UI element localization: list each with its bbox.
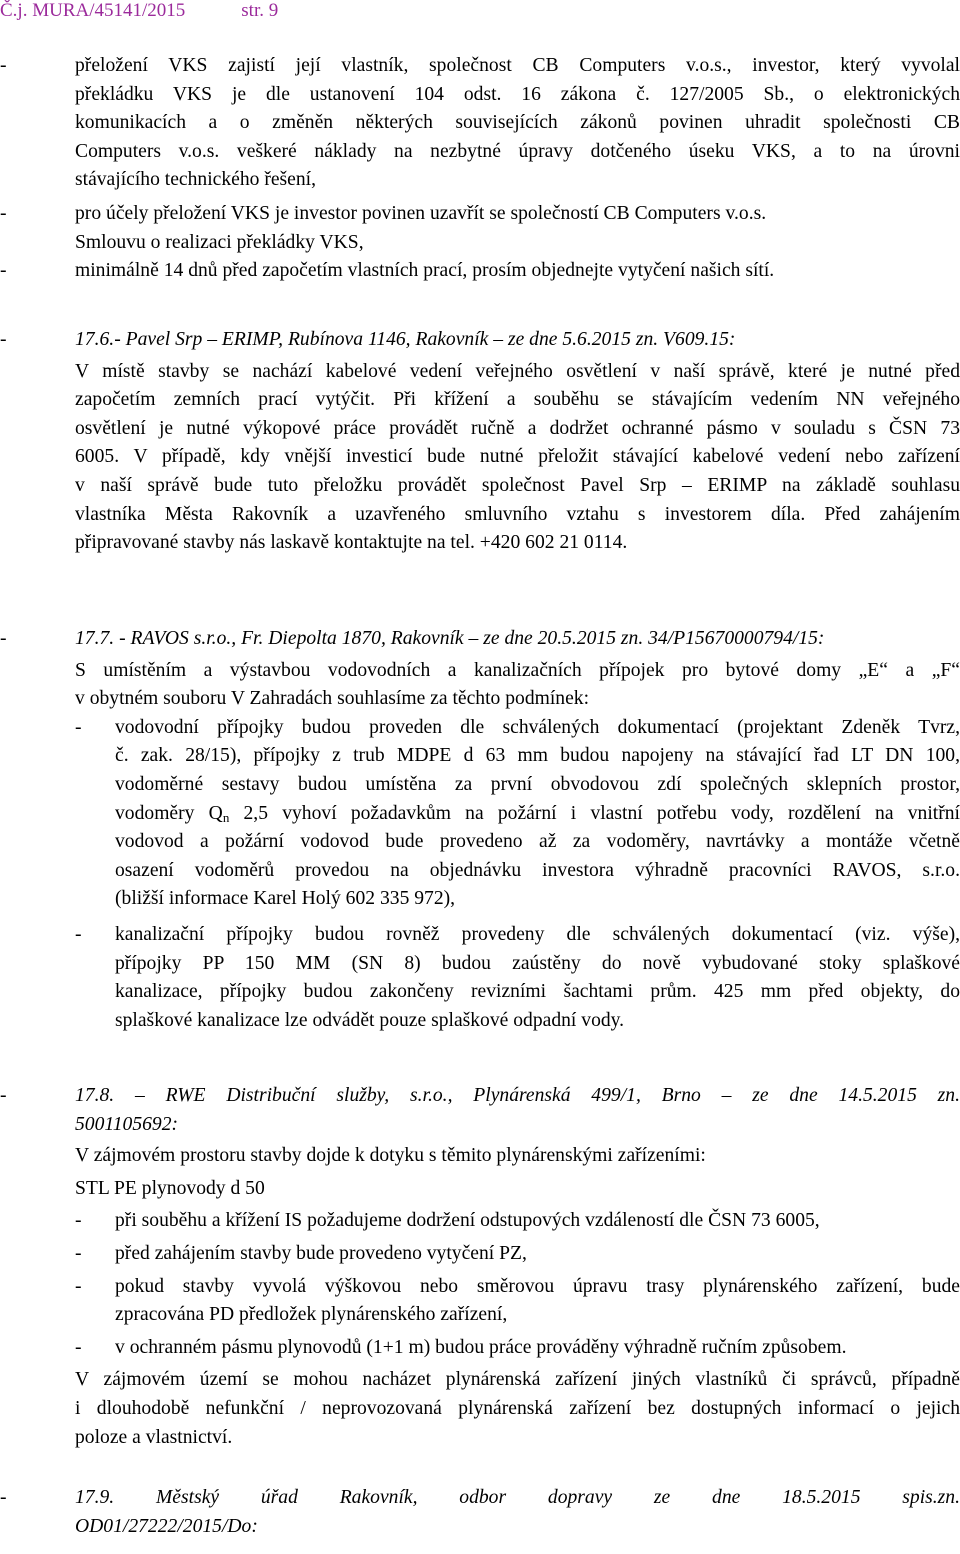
section-heading: - 17.8. – RWE Distribuční služby, s.r.o., Plynárenská 499/1, Brno – ze dne 14.5.2015 zn. bbox=[0, 1085, 960, 1106]
paragraph-line: v naší správě bude tuto přeložku provádět společnost Pavel Srp – ERIMP na základě souhlasu bbox=[75, 474, 960, 496]
list-item-line: Computers v.o.s. veškeré náklady na nezbytné úpravy dotčeného úseku VKS, a to na úrovni bbox=[75, 140, 960, 162]
paragraph-line: osvětlení je nutné výkopové práce provádět ručně a dodržet ochranné pásmo v souladu s ČSN 73 bbox=[75, 417, 960, 439]
list-item: - vodovodní přípojky budou proveden dle schválených dokumentací (projektant Zdeněk Tvrz, bbox=[75, 716, 960, 738]
section-heading-line: 5001105692: bbox=[75, 1113, 179, 1135]
list-item: - pro účely přeložení VKS je investor povinen uzavřít se společností CB Computers v.o.s. bbox=[0, 202, 767, 224]
vks-conditions bbox=[0, 52, 960, 286]
paragraph-line: připravované stavby nás laskavě kontaktujte na tel. +420 602 21 0114. bbox=[75, 532, 628, 554]
section-heading: - 17.7. - RAVOS s.r.o., Fr. Diepolta 1870, Rakovník – ze dne 20.5.2015 zn. 34/P15670000794/15: bbox=[0, 628, 825, 649]
section-heading-line: OD01/27222/2015/Do: bbox=[75, 1515, 258, 1537]
page-number: str. 9 bbox=[241, 0, 279, 21]
list-item: - v ochranném pásmu plynovodů (1+1 m) budou práce prováděny výhradně ručním způsobem. bbox=[75, 1336, 847, 1358]
list-item: - minimálně 14 dnů před započetím vlastních prací, prosím objednejte vytyčení našich sítí. bbox=[0, 260, 775, 282]
list-item-line: splaškové kanalizace lze odvádět pouze splaškové odpadní vody. bbox=[115, 1009, 625, 1031]
list-item-line: komunikacích a o změněn některých souvisejících zákonů povinen uhradit společnosti CB bbox=[75, 112, 960, 134]
paragraph-line: V místě stavby se nachází kabelové vedení veřejného osvětlení v naší správě, které je nutné před bbox=[75, 360, 960, 382]
list-item-line: kanalizace, přípojky budou zakončeny revizními šachtami prům. 425 mm před objekty, do bbox=[115, 981, 960, 1003]
section-heading: - 17.9. Městský úřad Rakovník, odbor dopravy ze dne 18.5.2015 spis.zn. bbox=[0, 1487, 960, 1508]
list-item-line: zpracována PD předložek plynárenského zařízení, bbox=[115, 1304, 508, 1326]
list-item: - pokud stavby vyvolá výškovou nebo směrovou úpravu trasy plynárenského zařízení, bude bbox=[75, 1275, 960, 1297]
list-item: - při souběhu a křížení IS požadujeme dodržení odstupových vzdáleností dle ČSN 73 6005, bbox=[75, 1210, 820, 1232]
section-17-6 bbox=[0, 326, 960, 558]
list-item-line: přípojky PP 150 MM (SN 8) budou zaústěny do nově vybudované stoky splaškové bbox=[115, 952, 960, 974]
paragraph-line: v obytném souboru V Zahradách souhlasíme za těchto podmínek: bbox=[75, 688, 590, 710]
section-17-7 bbox=[0, 625, 960, 1035]
section-heading: - 17.6.- Pavel Srp – ERIMP, Rubínova 1146, Rakovník – ze dne 5.6.2015 zn. V609.15: bbox=[0, 329, 736, 350]
list-item-line: stávajícího technického řešení, bbox=[75, 169, 317, 191]
paragraph-line: vlastníka Města Rakovník a uzavřeného smluvního vztahu s investorem díla. Před zahájením bbox=[75, 503, 960, 525]
paragraph-line: započetím zemních prací vytýčit. Při křížení a souběhu se stávajícím vedením NN veřejného bbox=[75, 389, 960, 411]
section-17-9 bbox=[0, 1484, 960, 1541]
paragraph-line: i dlouhodobě nefunkční / neprovozovaná plynárenská zařízení bez dostupných informací o jejich bbox=[75, 1397, 960, 1419]
subheading: STL PE plynovody d 50 bbox=[75, 1177, 265, 1199]
list-item-line: osazení vodoměrů provedou na objednávku investora výhradně pracovníci RAVOS, s.r.o. bbox=[115, 859, 960, 881]
document-reference: Č.j. MURA/45141/2015 bbox=[0, 0, 186, 21]
paragraph-line: poloze a vlastnictví. bbox=[75, 1426, 233, 1448]
page-header bbox=[0, 0, 278, 22]
list-item-line: č. zak. 28/15), přípojky z trub MDPE d 63 mm budou napojeny na stávající řad LT DN 100, bbox=[115, 745, 960, 767]
list-item-line: vodoměrné sestavy budou umístěna za první obvodovou zdí společných sklepních prostor, bbox=[115, 773, 960, 795]
paragraph-line: 6005. V případě, kdy vnější investicí bude nutné přeložit stávající kabelové vedení nebo zařízení bbox=[75, 446, 960, 468]
list-item-line: vodoměry $Q_n$ 2,5 vyhoví požadavkům na požární i vlastní potřebu vody, rozdělení na vnitřní bbox=[115, 802, 960, 825]
paragraph-line: V zájmovém území se mohou nacházet plynárenská zařízení jiných vlastníků či správců, případně bbox=[75, 1369, 960, 1391]
list-item-line: (bližší informace Karel Holý 602 335 972), bbox=[115, 888, 456, 910]
list-item: - před zahájením stavby bude provedeno vytyčení PZ, bbox=[75, 1242, 527, 1264]
list-item-line: Smlouvu o realizaci překládky VKS, bbox=[75, 231, 364, 253]
paragraph-line: S umístěním a výstavbou vodovodních a kanalizačních přípojek pro bytové domy „E“ a „F“ bbox=[75, 659, 960, 681]
section-17-8 bbox=[0, 1082, 960, 1452]
list-item-line: vodovod a požární vodovod bude provedeno až za vodoměry, navrtávky a montáže včetně bbox=[115, 831, 960, 853]
list-item: - přeložení VKS zajistí její vlastník, společnost CB Computers v.o.s., investor, který vyvolal bbox=[0, 55, 960, 76]
paragraph-line: V zájmovém prostoru stavby dojde k dotyku s těmito plynárenskými zařízeními: bbox=[75, 1145, 706, 1167]
list-item-line: překládku VKS je dle ustanovení 104 odst. 16 zákona č. 127/2005 Sb., o elektronických bbox=[75, 83, 960, 105]
list-item: - kanalizační přípojky budou rovněž provedeny dle schválených dokumentací (viz. výše), bbox=[75, 923, 960, 945]
